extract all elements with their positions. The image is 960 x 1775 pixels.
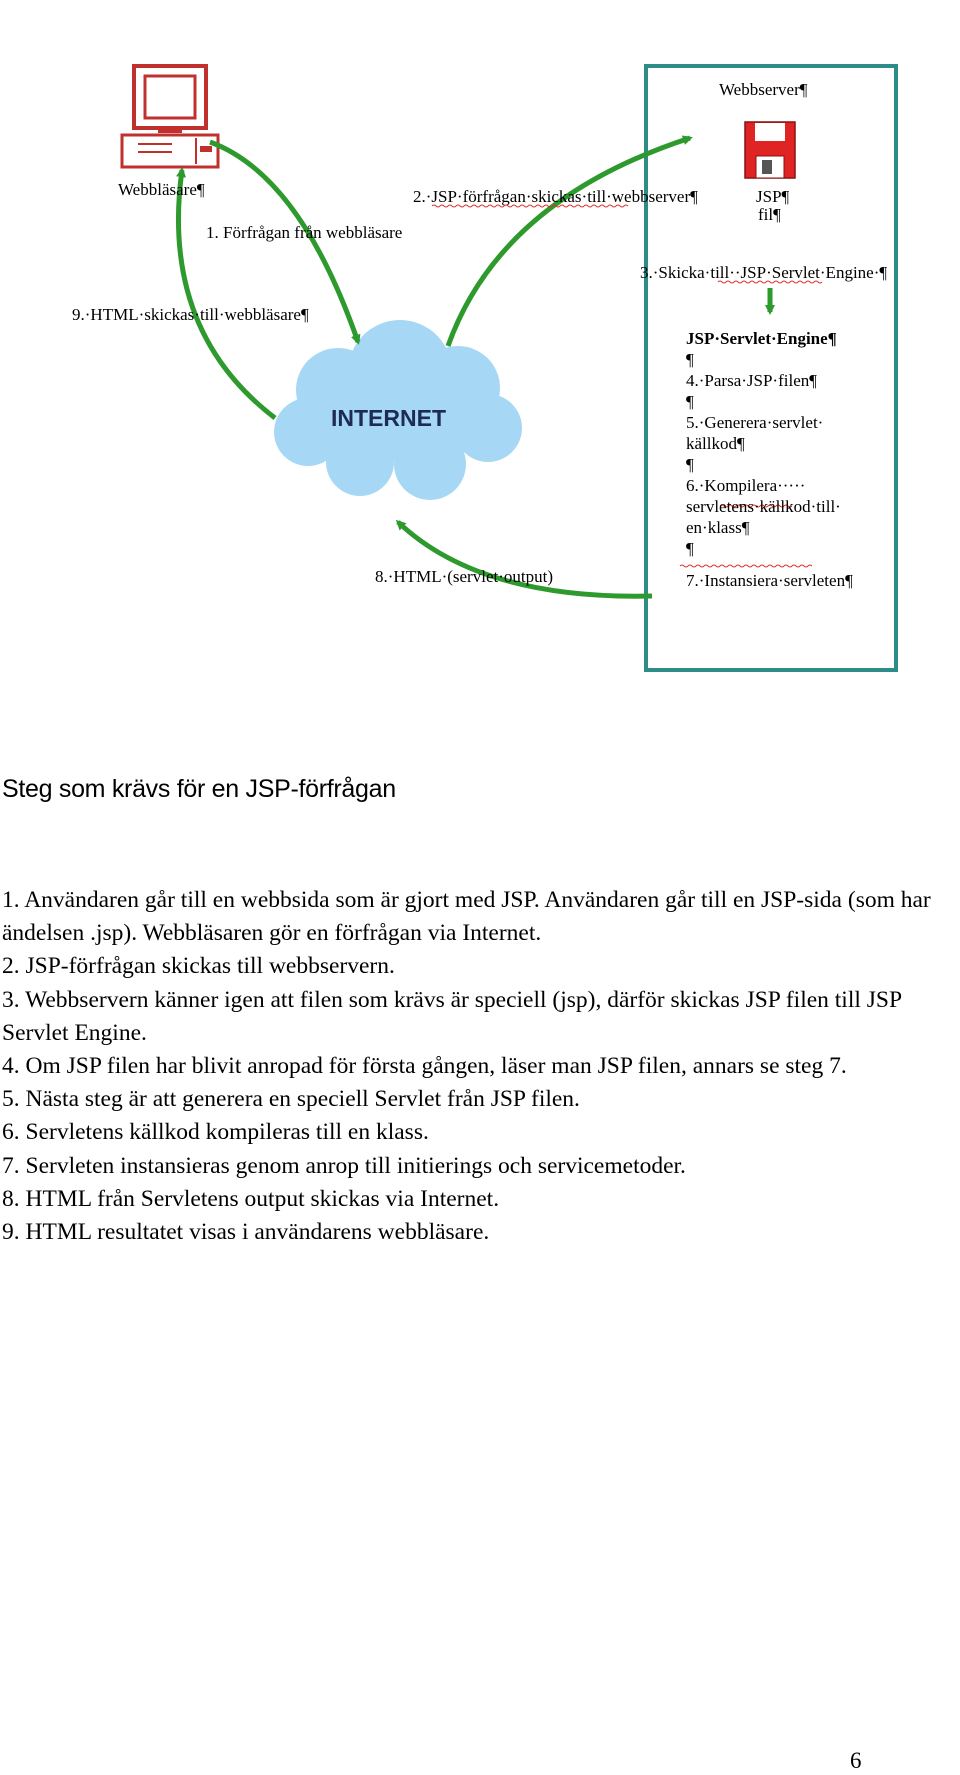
step-1-label: 1. Förfrågan från webbläsare — [206, 223, 403, 242]
floppy-disk-icon — [745, 122, 795, 178]
jsp-request-diagram — [0, 0, 960, 700]
engine-line: ¶ — [686, 392, 694, 411]
engine-line: en·klass¶ — [686, 518, 750, 537]
jsp-file-label-2: fil¶ — [758, 205, 781, 224]
computer-icon — [122, 66, 218, 167]
step-item: 7. Servleten instansieras genom anrop till initierings och servicemetoder. — [2, 1152, 686, 1179]
section-title: Steg som krävs för en JSP-förfrågan — [2, 775, 396, 803]
webbrowser-label: Webbläsare¶ — [118, 180, 205, 199]
webserver-label: Webbserver¶ — [719, 80, 808, 99]
page-number: 6 — [850, 1748, 862, 1773]
step-item: 3. Webbservern känner igen att filen som krävs är speciell (jsp), därför skickas JSP filen till JSP Servlet Engine. — [2, 986, 902, 1046]
engine-line: 5.·Generera·servlet· — [686, 413, 824, 432]
engine-line: ¶ — [686, 539, 694, 558]
step-item: 2. JSP-förfrågan skickas till webbservern. — [2, 953, 395, 980]
engine-line: 6.·Kompilera····· — [686, 476, 806, 495]
servlet-engine-text — [686, 329, 853, 590]
step-2-label: 2.·JSP·förfrågan·skickas·till·webbserver¶ — [413, 187, 698, 206]
step-3-label: 3.·Skicka·till··JSP·Servlet·Engine·¶ — [640, 263, 888, 282]
internet-cloud — [274, 320, 522, 500]
engine-line: källkod¶ — [686, 434, 745, 453]
engine-line: servletens·källkod·till· — [686, 497, 841, 516]
internet-label: INTERNET — [331, 405, 446, 431]
step-9-label: 9.·HTML·skickas·till·webbläsare¶ — [72, 305, 309, 324]
engine-line: ¶ — [686, 350, 694, 369]
step-item: 1. Användaren går till en webbsida som är gjort med JSP. Användaren går till en JSP-sida (som har ändelsen .jsp). Webbläsaren gör en förfrågan via Internet. — [2, 887, 931, 947]
step-item: 8. HTML från Servletens output skickas via Internet. — [2, 1185, 500, 1212]
engine-heading: JSP·Servlet·Engine¶ — [686, 329, 837, 348]
engine-line: 4.·Parsa·JSP·filen¶ — [686, 371, 817, 390]
step-item: 6. Servletens källkod kompileras till en klass. — [2, 1119, 429, 1146]
arrow-step-9 — [178, 170, 275, 418]
step-item: 9. HTML resultatet visas i användarens webbläsare. — [2, 1219, 490, 1246]
jsp-file-label-1: JSP¶ — [756, 187, 790, 206]
step-item: 4. Om JSP filen har blivit anropad för första gången, läser man JSP filen, annars se steg 7. — [2, 1053, 847, 1080]
step-8-label: 8.·HTML·(servlet·output) — [375, 567, 553, 586]
arrow-step-2 — [448, 138, 690, 346]
step-item: 5. Nästa steg är att generera en speciell Servlet från JSP filen. — [2, 1086, 580, 1113]
engine-line: 7.·Instansiera·servleten¶ — [686, 571, 853, 590]
steps-list — [2, 884, 932, 1249]
engine-line: ¶ — [686, 455, 694, 474]
